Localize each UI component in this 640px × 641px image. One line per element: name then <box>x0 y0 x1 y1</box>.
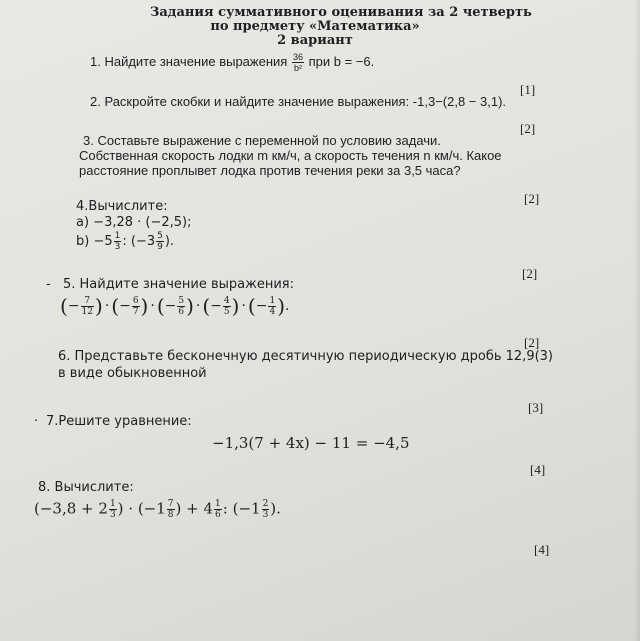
question-7-score: [4] <box>530 462 546 477</box>
fraction-numerator: 1 <box>269 295 276 306</box>
question-6-line-1: 6. Представьте бесконечную десятичную периодическую дробь 12,9(3) <box>58 349 554 364</box>
question-8-part-2: ) · (−1 <box>117 499 166 518</box>
question-2: 2. Раскройте скобки и найдите значение выражения: -1,3−(2,8 − 3,1). <box>90 94 507 109</box>
fraction-sign: − <box>67 298 80 314</box>
fraction-denominator: 3 <box>109 510 116 520</box>
multiply-dot: · <box>150 298 155 314</box>
question-5-score: [2] <box>524 335 540 350</box>
question-5-title: 5. Найдите значение выражения: <box>63 277 295 292</box>
fraction-sign: − <box>255 298 268 314</box>
fraction-denominator: b² <box>293 63 302 73</box>
close-paren: ) <box>231 294 240 318</box>
question-7-title: 7.Решите уравнение: <box>46 414 192 429</box>
fraction-numerator: 4 <box>223 295 230 306</box>
open-paren: ( <box>60 294 68 318</box>
fraction-sign: − <box>164 298 177 314</box>
fraction-numerator: 5 <box>157 231 163 241</box>
fraction-denominator: 7 <box>132 306 139 317</box>
close-paren: ) <box>95 294 103 318</box>
question-1-text: 1. Найдите значение выражения <box>90 53 288 69</box>
fraction-numerator: 7 <box>81 296 94 307</box>
question-4-score: [2] <box>522 266 538 281</box>
period: . <box>285 298 290 314</box>
question-6-score: [3] <box>528 400 544 415</box>
question-5-fraction <box>132 296 140 317</box>
question-5-bullet: - <box>46 277 51 292</box>
question-8-part-3: ) + 4 <box>175 499 214 518</box>
question-6-line-2: в виде обыкновенной <box>58 366 207 381</box>
multiply-dot: · <box>195 298 201 314</box>
question-8-expression <box>34 499 281 520</box>
fraction-numerator: 5 <box>178 295 185 306</box>
fraction-denominator: 9 <box>157 242 163 252</box>
question-4-b-fraction-2 <box>156 231 164 252</box>
question-4-b-prefix: b) −5 <box>76 234 113 249</box>
header-line-1: Задания суммативного оценивания за 2 четверть <box>150 5 532 20</box>
question-7-bullet: · <box>34 414 39 429</box>
question-3-line-3: расстояние проплывет лодка против течения реки за 3,5 часа? <box>79 163 461 178</box>
question-4-b-fraction-1 <box>114 231 122 252</box>
question-3-line-1: 3. Составьте выражение с переменной по условию задачи. <box>83 133 441 148</box>
close-paren: ) <box>186 294 194 318</box>
question-8-part-4: : (−1 <box>222 499 261 518</box>
multiply-dot: · <box>104 298 110 314</box>
fraction-numerator: 1 <box>109 499 116 509</box>
question-4-title: 4.Вычислите: <box>76 199 168 214</box>
open-paren: ( <box>111 294 120 318</box>
open-paren: ( <box>156 294 165 318</box>
fraction-denominator: 6 <box>215 510 221 520</box>
fraction-denominator: 6 <box>178 306 185 317</box>
fraction-denominator: 5 <box>223 306 230 317</box>
fraction-numerator: 6 <box>132 295 139 306</box>
question-2-score: [2] <box>520 121 536 136</box>
question-1-tail: при b = −6. <box>308 53 375 69</box>
close-paren: ) <box>277 294 285 318</box>
fraction-denominator: 8 <box>167 510 174 520</box>
question-4-b-end: ). <box>164 234 175 249</box>
question-5-fraction <box>177 296 185 317</box>
question-8-part-1: (−3,8 + 2 <box>34 499 108 518</box>
question-7-equation: −1,3(7 + 4x) − 11 = −4,5 <box>212 434 410 452</box>
fraction-numerator: 1 <box>215 499 221 509</box>
question-8-fraction-3 <box>214 499 222 520</box>
question-8-fraction-1 <box>109 499 117 520</box>
question-4-a: a) −3,28 · (−2,5); <box>76 215 192 230</box>
fraction-denominator: 3 <box>114 242 121 252</box>
fraction-numerator: 2 <box>262 499 269 509</box>
header-line-2: по предмету «Математика» <box>210 19 420 34</box>
fraction-numerator: 36 <box>292 52 303 62</box>
question-1 <box>90 52 374 73</box>
question-5-fraction <box>81 296 94 317</box>
open-paren: ( <box>247 294 256 318</box>
question-5-expression <box>60 294 289 318</box>
question-4-b-mid: : (−3 <box>122 234 156 249</box>
open-paren: ( <box>202 294 211 318</box>
question-3-line-2: Собственная скорость лодки m км/ч, а скорость течения n км/ч. Какое <box>79 148 502 163</box>
question-8-part-5: ). <box>270 499 281 518</box>
question-4-b <box>76 231 174 252</box>
fraction-numerator: 7 <box>167 499 174 509</box>
page-edge-shadow <box>634 0 640 641</box>
question-5-fraction <box>223 296 231 317</box>
question-3-score: [2] <box>524 191 540 206</box>
header-line-3: 2 вариант <box>277 33 353 48</box>
fraction-denominator: 3 <box>262 510 269 520</box>
fraction-numerator: 1 <box>114 231 121 241</box>
close-paren: ) <box>140 294 149 318</box>
multiply-dot: · <box>241 298 246 314</box>
fraction-sign: − <box>210 298 222 314</box>
question-1-score: [1] <box>520 82 536 97</box>
question-1-fraction <box>292 52 304 73</box>
fraction-denominator: 4 <box>269 306 276 317</box>
question-5-fraction <box>268 296 276 317</box>
fraction-denominator: 12 <box>81 306 93 317</box>
fraction-sign: − <box>119 298 131 314</box>
question-8-fraction-2 <box>167 499 175 520</box>
question-8-fraction-4 <box>262 499 270 520</box>
question-8-score: [4] <box>534 542 550 557</box>
question-8-title: 8. Вычислите: <box>38 480 134 495</box>
